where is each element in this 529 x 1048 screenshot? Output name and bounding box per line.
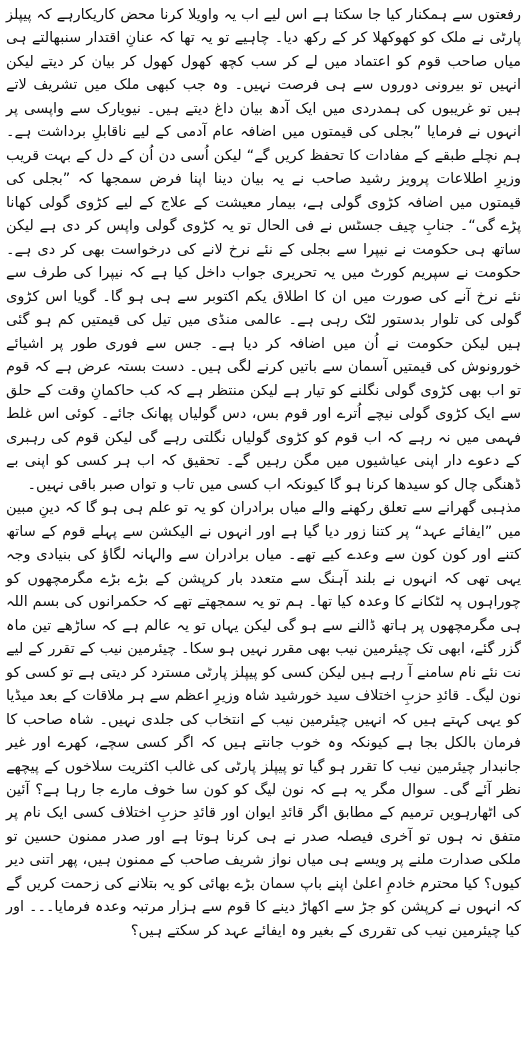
article-paragraph: رفعتوں سے ہمکنار کیا جا سکتا ہے اس لیے اب یہ واویلا کرنا محض کاریکارہے کہ پیپلز پارٹی نے ملک کو کھوکھلا کر کے رکھ دیا۔ چاہیے تو یہ تھا کہ عنانِ اقتدار سنبھالتے ہی میاں صاحب قوم کو اعتماد میں لے کر سب کچھ کھول کھول کر بیان کر دیتے لیکن انہیں تو بیرونی دوروں سے ہی فرصت نہیں۔ وہ جب کبھی ملک میں تشریف لاتے ہیں تو غریبوں کی ہمدردی میں ایک آدھ بیان داغ دیتے ہیں۔ نیویارک سے واپسی پر انہوں نے فرمایا ”بجلی کی قیمتوں میں اضافہ عام آدمی کے لیے ناقابلِ برداشت ہے۔ ہم نچلے طبقے کے مفادات کا تحفظ کریں گے“ لیکن اُسی دن اُن کے دل کے بہت قریب وزیرِ اطلاعات پرویز رشید صاحب نے یہ بیان دینا اپنا فرض سمجھا کہ ”بجلی کی قیمتوں میں اضافہ کڑوی گولی ہے، بیمار معیشت کے علاج کے لیے کڑوی گولی کھانا پڑے گی“۔ جنابِ چیف جسٹس نے فی الحال تو یہ کڑوی گولی واپس کر دی ہے لیکن ساتھ ہی حکومت نے نیپرا سے بجلی کے نئے نرخ لانے کی درخواست بھی کر دی ہے۔ حکومت نے سپریم کورٹ میں یہ تحریری جواب داخل کیا ہے کہ نیپرا کی طرف سے نئے نرخ آنے کی صورت میں ان کا اطلاق یکم اکتوبر سے ہی ہو گا۔ گویا اس کڑوی گولی کی تلوار بدستور لٹک رہی ہے۔ عالمی منڈی میں تیل کی قیمتیں کم ہو گئی ہیں لیکن حکومت نے اُن میں اضافہ کر دیا ہے۔ جس سے فوری طور پر اشیائے خورونوش کی قیمتیں آسمان سے باتیں کرنے لگی ہیں۔ دست بستہ عرض ہے کہ قوم تو اب بھی کڑوی گولی نگلنے کو تیار ہے لیکن منتظر ہے کہ کب حاکمانِ وقت کے حلق سے ایک کڑوی گولی نیچے اُترے اور قوم بس، دس گولیاں پھانک جائے۔ کوئی اس غلط فہمی میں نہ رہے کہ اب قوم کو کڑوی گولیاں نگلتی رہے گی لیکن قوم کی رہبری کے دعوے دار اپنی عیاشیوں میں مگن رہیں گے۔ تحقیق کہ اب ہر کسی کو اپنی بے ڈھنگی چال کو سیدھا کرنا ہو گا کیونکہ اب کسی میں تاب و تواں صبر باقی نہیں۔ — [6, 7, 521, 493]
article-paragraph: مذہبی گھرانے سے تعلق رکھنے والے میاں برادران کو یہ تو علم ہی ہو گا کہ دینِ مبین میں ”ایفائے عہد“ پر کتنا زور دیا گیا ہے اور انہوں نے الیکشن سے پہلے قوم کے ساتھ کتنے اور کون کون سے وعدے کیے تھے۔ میاں برادران سے والہانہ لگاؤ کی بنیادی وجہ یہی تھی کہ انہوں نے بلند آہنگ سے متعدد بار کرپشن کے بڑے بڑے مگرمچھوں کو چوراہوں پہ لٹکانے کا وعدہ کیا تھا۔ ہم تو یہ سمجھتے تھے کہ حکمرانوں کی بسم اللہ ہی مگرمچھوں پر ہاتھ ڈالنے سے ہو گی لیکن یہاں تو یہ عالم ہے کہ ساڑھے تین ماہ گزر گئے، ابھی تک چیئرمین نیب بھی مقرر نہیں ہو سکا۔ چیئرمین نیب کے تقرر کے لیے نت نئے نام سامنے آ رہے ہیں لیکن کسی کو پیپلز پارٹی مسترد کر دیتی ہے تو کسی کو نون لیگ۔ قائدِ حزبِ اختلاف سید خورشید شاہ وزیرِ اعظم سے ہر ملاقات کے بعد میڈیا کو یہی کہتے ہیں کہ انہیں چیئرمین نیب کے انتخاب کی جلدی نہیں۔ شاہ صاحب کا فرمان بالکل بجا ہے کیونکہ وہ خوب جانتے ہیں کہ اگر کسی سچے، کھرے اور غیر جانبدار چیئرمین نیب کا تقرر ہو گیا تو پیپلز پارٹی کی غالب اکثریت سلاخوں کے پیچھے نظر آئے گی۔ سوال مگر یہ ہے کہ نون لیگ کو کون سا خوف مارے جا رہا ہے؟ آئین کی اٹھارہویں ترمیم کے مطابق اگر قائدِ ایوان اور قائدِ حزبِ اختلاف کسی ایک نام پر متفق نہ ہوں تو آخری فیصلہ صدر نے ہی کرنا ہوتا ہے اور صدر ممنون حسین تو ملکی صدارت ملنے پر ویسے ہی میاں نواز شریف صاحب کے ممنون ہیں، پھر اتنی دیر کیوں؟ کیا محترم خادمِ اعلیٰ اپنے باپ سمان بڑے بھائی کو یہ بتلانے کی زحمت کریں گے کہ انہوں نے کرپشن کو جڑ سے اکھاڑ دینے کا قوم سے ہزار مرتبہ وعدہ فرمایا۔۔۔ اور کیا چیئرمین نیب کی تقرری کے بغیر وہ ایفائے عہد کر سکتے ہیں؟ — [6, 500, 521, 939]
